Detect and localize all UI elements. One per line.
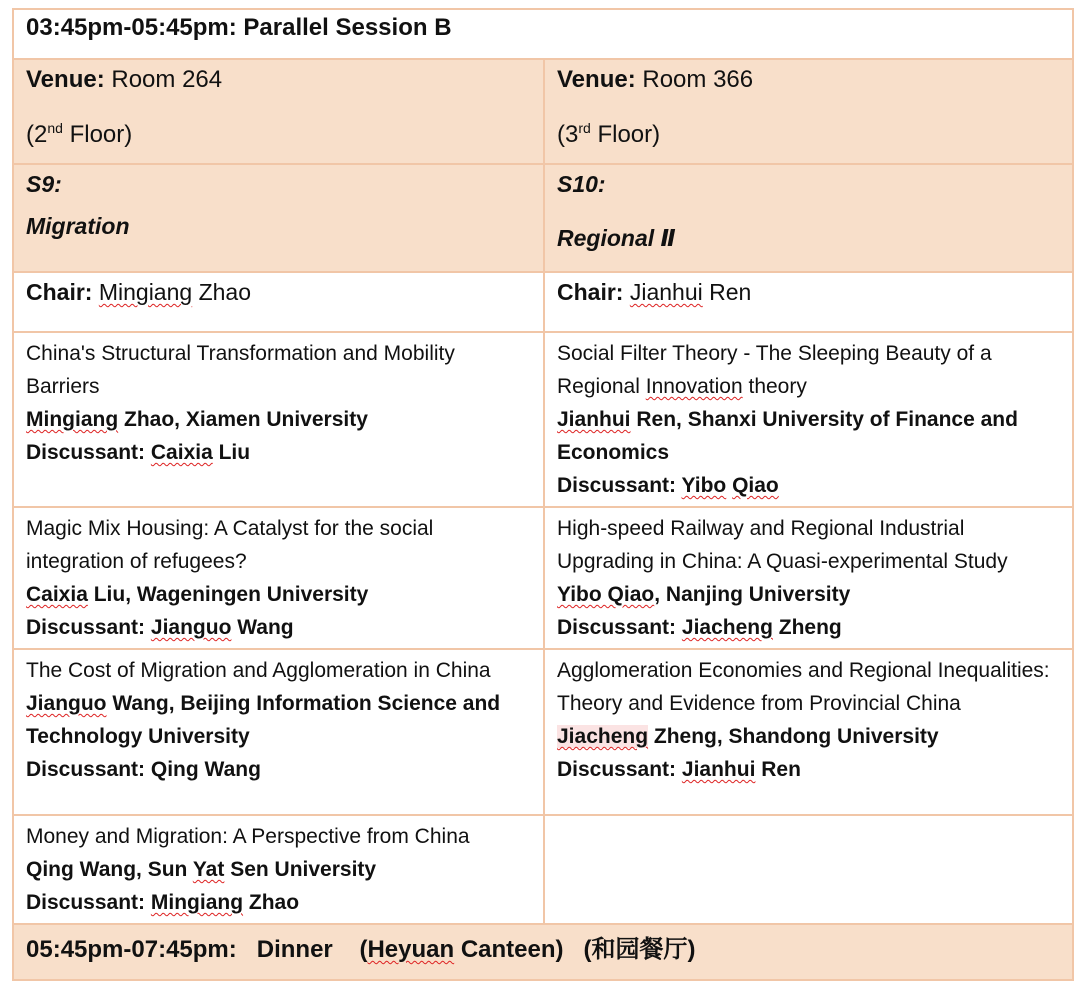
- paper-author: Caixia Liu, Wageningen University: [26, 583, 369, 606]
- dinner-cell: [13, 924, 1073, 980]
- venue-label: Venue:: [557, 66, 636, 93]
- paper-author: Yibo Qiao, Nanjing University: [557, 583, 851, 606]
- session-name: Regional Ⅱ: [557, 225, 676, 251]
- paper-discussant: Discussant: Jiacheng Zheng: [557, 616, 842, 639]
- paper-cell-left: [13, 507, 544, 649]
- paper-title: Money and Migration: A Perspective from China: [26, 825, 470, 848]
- paper-author: Qing Wang, Sun Yat Sen University: [26, 858, 377, 881]
- paper-author: Jianhui Ren, Shanxi University of Finance and Economics: [557, 408, 1018, 464]
- paper-cell-right: [544, 649, 1073, 815]
- session-cell-right: [544, 164, 1073, 272]
- dinner-row: [13, 924, 1073, 980]
- chair-label: Chair:: [26, 279, 93, 305]
- venue-room: Room 264: [111, 66, 223, 93]
- venue-row: [13, 59, 1073, 164]
- chair-label: Chair:: [557, 279, 624, 305]
- chair-cell-right: [544, 272, 1073, 332]
- session-header-cell: [13, 9, 1073, 59]
- session-header-row: [13, 9, 1073, 59]
- paper-discussant: Discussant: Caixia Liu: [26, 441, 251, 464]
- paper-title: Agglomeration Economies and Regional Inequalities: Theory and Evidence from Provincial China: [557, 659, 1050, 715]
- venue-floor: (3rd Floor): [557, 120, 661, 148]
- paper-cell-empty: [544, 815, 1073, 924]
- session-code: S9:: [26, 171, 62, 197]
- chair-first-name: Mingiang: [98, 279, 193, 305]
- paper-cell-left: [13, 815, 544, 924]
- paper-cell-left: [13, 332, 544, 507]
- session-name: Migration: [26, 213, 130, 239]
- paper-author: Jianguo Wang, Beijing Information Science and Technology University: [26, 692, 501, 748]
- paper-row: [13, 815, 1073, 924]
- paper-title: Social Filter Theory - The Sleeping Beauty of a Regional Innovation theory: [557, 342, 992, 398]
- paper-cell-right: [544, 332, 1073, 507]
- session-header-text: 03:45pm-05:45pm: Parallel Session B: [26, 14, 452, 41]
- chair-last-name: Zhao: [198, 279, 252, 305]
- chair-first-name: Jianhui: [629, 279, 703, 305]
- paper-title: Magic Mix Housing: A Catalyst for the social integration of refugees?: [26, 517, 434, 573]
- venue-cell-right: [544, 59, 1073, 164]
- venue-cell-left: [13, 59, 544, 164]
- paper-title: China's Structural Transformation and Mobility Barriers: [26, 342, 455, 398]
- chair-last-name: Ren: [709, 279, 752, 305]
- venue-floor: (2nd Floor): [26, 120, 133, 148]
- paper-row: [13, 649, 1073, 815]
- paper-author: Jiacheng Zheng, Shandong University: [557, 725, 939, 748]
- paper-author: Mingiang Zhao, Xiamen University: [26, 408, 368, 431]
- schedule-table: [12, 8, 1074, 981]
- session-code: S10:: [557, 171, 606, 197]
- chair-cell-left: [13, 272, 544, 332]
- session-title-row: [13, 164, 1073, 272]
- chair-row: [13, 272, 1073, 332]
- venue-room: Room 366: [642, 66, 754, 93]
- paper-discussant: Discussant: Jianguo Wang: [26, 616, 294, 639]
- dinner-text: 05:45pm-07:45pm: Dinner (Heyuan Canteen) (和园餐厅): [26, 936, 696, 963]
- paper-row: [13, 332, 1073, 507]
- paper-discussant: Discussant: Qing Wang: [26, 758, 261, 781]
- paper-row: [13, 507, 1073, 649]
- session-cell-left: [13, 164, 544, 272]
- paper-cell-left: [13, 649, 544, 815]
- paper-cell-right: [544, 507, 1073, 649]
- paper-discussant: Discussant: Mingiang Zhao: [26, 891, 300, 914]
- paper-title: High-speed Railway and Regional Industrial Upgrading in China: A Quasi-experimental Study: [557, 517, 1008, 573]
- venue-label: Venue:: [26, 66, 105, 93]
- paper-discussant: Discussant: Yibo Qiao: [557, 474, 779, 497]
- paper-discussant: Discussant: Jianhui Ren: [557, 758, 801, 781]
- paper-title: The Cost of Migration and Agglomeration in China: [26, 659, 491, 682]
